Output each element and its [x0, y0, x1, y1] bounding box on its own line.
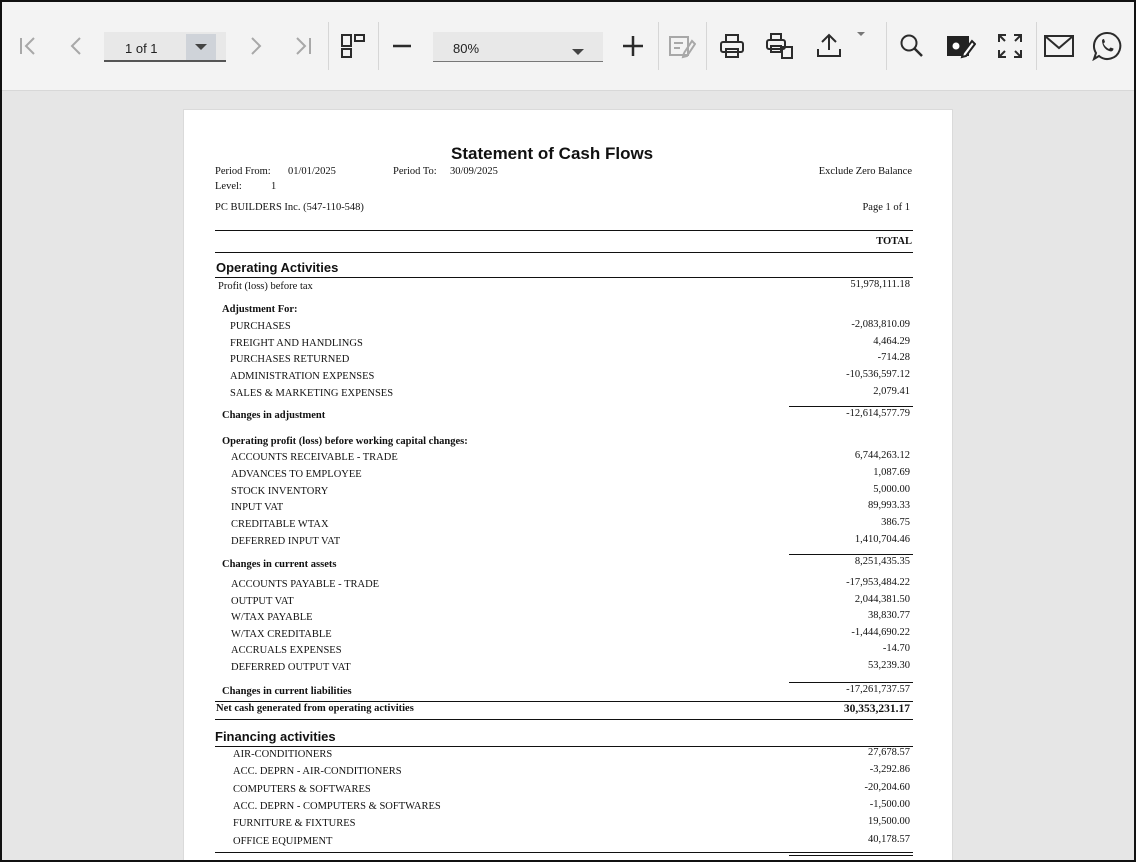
zoom-selector[interactable] — [433, 32, 603, 62]
export-menu-chevron-icon[interactable] — [854, 24, 868, 44]
changes-adjustment-value: -12,614,577.79 — [846, 408, 910, 419]
financing-row-value: 27,678.57 — [868, 747, 910, 758]
page-number: Page 1 of 1 — [862, 202, 910, 213]
period-from-label: Period From: — [215, 166, 271, 177]
current-asset-row-label: INPUT VAT — [231, 502, 284, 514]
financing-row-value: -20,204.60 — [864, 781, 910, 793]
previous-page-icon[interactable] — [60, 28, 92, 64]
current-liability-row-value: -14.70 — [882, 643, 910, 655]
current-asset-row-value: 5,000.00 — [873, 483, 910, 495]
financing-row-label: OFFICE EQUIPMENT — [233, 835, 333, 847]
period-to-value: 30/09/2025 — [450, 166, 498, 177]
column-header-total: TOTAL — [876, 236, 912, 247]
first-page-icon[interactable] — [12, 28, 44, 64]
period-from-value: 01/01/2025 — [288, 166, 336, 177]
financing-row-value: -1,500.00 — [869, 798, 910, 810]
financing-row-label: COMPUTERS & SOFTWARES — [233, 783, 371, 795]
current-asset-row-value: 6,744,263.12 — [854, 450, 910, 461]
financing-row-value: 19,500.00 — [868, 816, 910, 828]
current-liability-row-label: OUTPUT VAT — [231, 595, 294, 607]
financing-row-label: ACC. DEPRN - AIR-CONDITIONERS — [233, 766, 402, 778]
level-value: 1 — [271, 181, 277, 192]
thumbnails-icon[interactable] — [335, 28, 371, 64]
section-operating-activities: Operating Activities — [216, 260, 339, 275]
changes-current-liabilities-value: -17,261,737.57 — [846, 684, 910, 695]
edit-document-icon[interactable] — [664, 28, 700, 64]
chevron-down-icon[interactable] — [571, 43, 585, 61]
report-title: Statement of Cash Flows — [451, 144, 654, 163]
current-asset-row-value: 1,410,704.46 — [854, 534, 910, 545]
exclude-zero-label: Exclude Zero Balance — [818, 166, 912, 177]
editing-mode-icon[interactable] — [942, 28, 980, 64]
print-icon[interactable] — [714, 28, 750, 64]
search-icon[interactable] — [894, 28, 930, 64]
profit-before-tax-label: Profit (loss) before tax — [218, 281, 313, 292]
current-asset-row-label: CREDITABLE WTAX — [231, 519, 329, 531]
current-asset-row-label: STOCK INVENTORY — [231, 485, 329, 497]
current-liability-row-value: -1,444,690.22 — [851, 626, 910, 638]
operating-profit-heading: Operating profit (loss) before working capital changes: — [222, 436, 468, 447]
financing-row-value: 40,178.57 — [868, 833, 910, 845]
adjustment-row-value: 4,464.29 — [873, 335, 910, 347]
fullscreen-icon[interactable] — [992, 28, 1028, 64]
current-liability-row-label: DEFERRED OUTPUT VAT — [231, 662, 351, 673]
section-financing-activities: Financing activities — [215, 729, 336, 744]
next-page-icon[interactable] — [240, 28, 272, 64]
adjustment-for-heading: Adjustment For: — [222, 304, 298, 315]
adjustment-row-label: SALES & MARKETING EXPENSES — [230, 387, 394, 399]
current-asset-row-label: DEFERRED INPUT VAT — [231, 536, 341, 547]
export-icon[interactable] — [810, 28, 848, 64]
zoom-in-icon[interactable] — [616, 28, 650, 64]
toolbar — [2, 2, 1134, 91]
net-cash-operating-value: 30,353,231.17 — [843, 703, 910, 715]
email-icon[interactable] — [1040, 28, 1078, 64]
current-liability-row-value: 38,830.77 — [868, 610, 910, 622]
current-asset-row-value: 1,087.69 — [873, 466, 910, 478]
financing-row-label: AIR-CONDITIONERS — [233, 749, 333, 760]
chevron-down-icon[interactable] — [186, 34, 216, 60]
document-viewport[interactable] — [2, 91, 1134, 862]
adjustment-row-value: -10,536,597.12 — [846, 369, 910, 381]
current-asset-row-value: 386.75 — [881, 517, 910, 529]
print-page-icon[interactable] — [762, 28, 798, 64]
profit-before-tax-value: 51,978,111.18 — [850, 279, 910, 290]
whatsapp-icon[interactable] — [1088, 28, 1126, 64]
adjustment-row-label: ADMINISTRATION EXPENSES — [230, 371, 375, 383]
current-asset-row-value: 89,993.33 — [868, 500, 910, 512]
adjustment-row-value: -2,083,810.09 — [851, 319, 910, 330]
financing-row-label: FURNITURE & FIXTURES — [233, 818, 356, 830]
level-label: Level: — [215, 181, 242, 192]
current-liability-row-label: ACCRUALS EXPENSES — [231, 645, 342, 657]
adjustment-row-value: 2,079.41 — [873, 385, 910, 397]
last-page-icon[interactable] — [286, 28, 320, 64]
financing-row-label: ACC. DEPRN - COMPUTERS & SOFTWARES — [233, 800, 441, 812]
adjustment-row-value: -714.28 — [877, 352, 910, 364]
page-indicator: 1 of 1 — [125, 41, 158, 56]
page-selector[interactable] — [104, 32, 226, 62]
adjustment-row-label: FREIGHT AND HANDLINGS — [230, 337, 363, 349]
adjustment-row-label: PURCHASES — [230, 321, 291, 332]
changes-current-liabilities-label: Changes in current liabilities — [222, 686, 352, 697]
financing-row-value: -3,292.86 — [869, 764, 910, 776]
changes-current-assets-label: Changes in current assets — [222, 559, 337, 570]
period-to-label: Period To: — [393, 166, 437, 177]
current-liability-row-label: W/TAX CREDITABLE — [231, 628, 332, 640]
current-liability-row-value: 53,239.30 — [868, 660, 910, 671]
changes-current-assets-value: 8,251,435.35 — [854, 556, 910, 567]
company-name: PC BUILDERS Inc. (547-110-548) — [215, 202, 364, 213]
changes-adjustment-label: Changes in adjustment — [222, 410, 326, 421]
current-liability-row-value: -17,953,484.22 — [846, 577, 910, 588]
zoom-out-icon[interactable] — [386, 28, 418, 64]
current-asset-row-label: ACCOUNTS RECEIVABLE - TRADE — [231, 452, 398, 463]
adjustment-row-label: PURCHASES RETURNED — [230, 354, 350, 366]
current-liability-row-value: 2,044,381.50 — [854, 593, 910, 605]
current-asset-row-label: ADVANCES TO EMPLOYEE — [231, 468, 362, 480]
net-cash-operating-label: Net cash generated from operating activities — [216, 703, 414, 714]
current-liability-row-label: ACCOUNTS PAYABLE - TRADE — [231, 579, 380, 590]
report-page — [183, 109, 953, 862]
current-liability-row-label: W/TAX PAYABLE — [231, 612, 313, 624]
zoom-value: 80% — [453, 41, 480, 56]
